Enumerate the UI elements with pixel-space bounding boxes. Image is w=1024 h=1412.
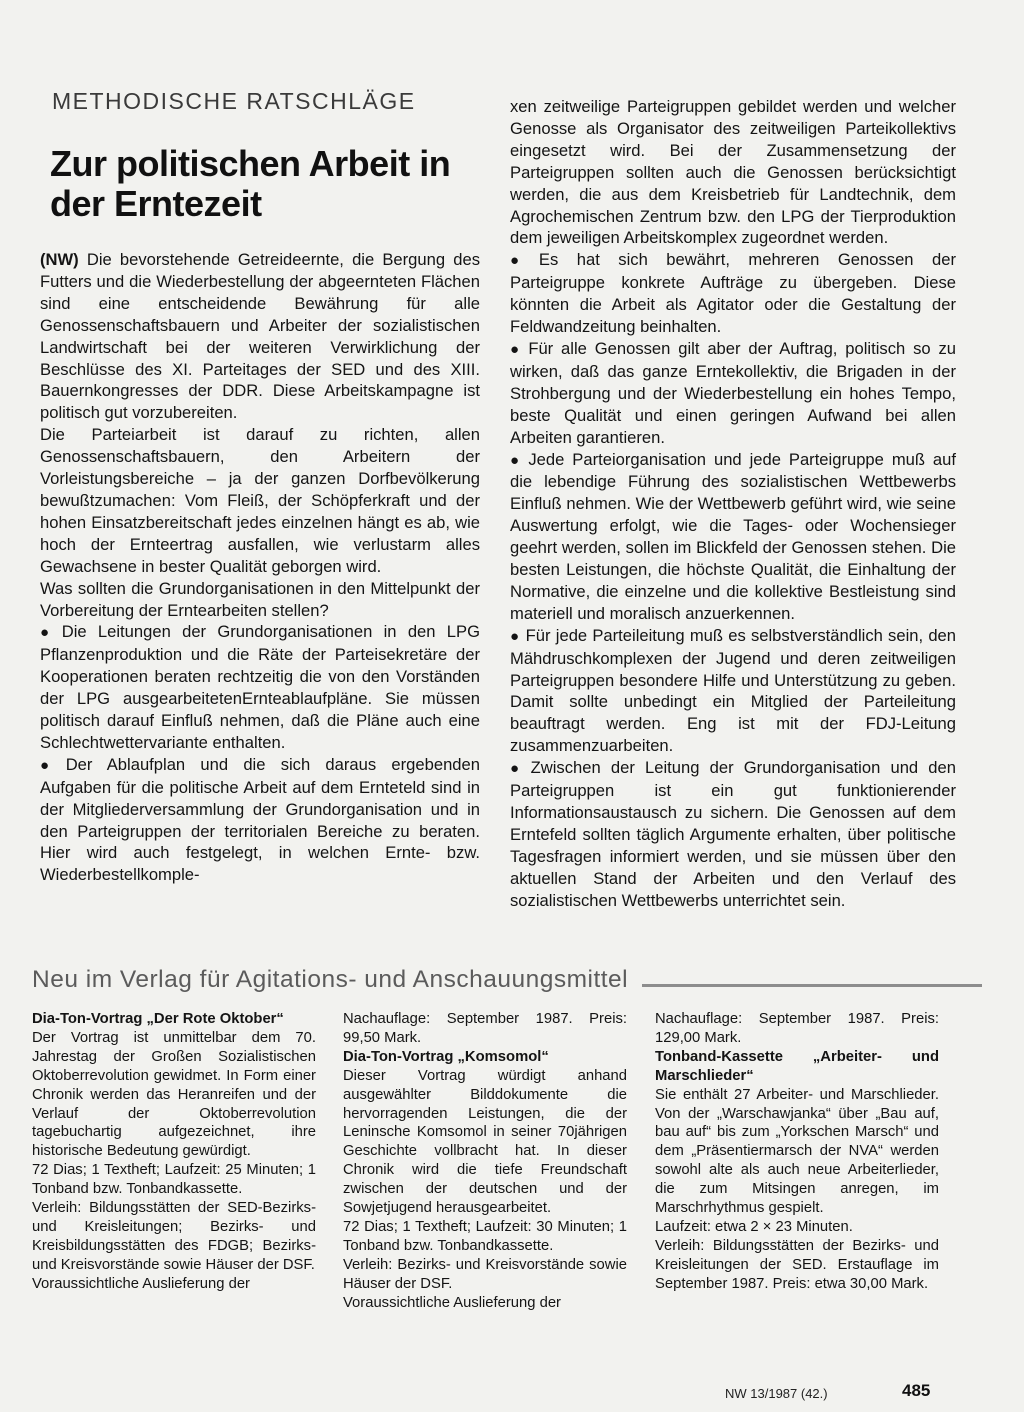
listing-2-title: Dia-Ton-Vortrag „Komsomol“ [343, 1048, 549, 1065]
intro-paragraph [40, 249, 480, 424]
intro-text: Die bevorstehende Getreideernte, die Bergung des Futters und die Wiederbestellung der abgeernteten Flächen sind eine entscheidende Bewährung für alle Genossenschaftsbauern und Arbeiter der sozialistischen Landwirtschaft bei der weiteren Verwirklichung der Beschlüsse des XI. Parteitages der SED und des XIII. Bauernkongresses der DDR. Diese Arbeitskampagne ist politisch gut vorzubereiten. [40, 250, 480, 423]
listing-2-text: Dieser Vortrag würdigt anhand ausgewählter Bilddokumente die hervorragenden Leistungen, die der Leninsche Komsomol in seiner 70jährigen Geschichte vollbracht hat. In dieser Chronik wird die tiefe Freundschaft zwischen der deutschen und der Sowjetjugend herausgearbeitet. [343, 1067, 627, 1217]
listing-1-title: Dia-Ton-Vortrag „Der Rote Oktober“ [32, 1011, 284, 1027]
paragraph-2: Die Parteiarbeit ist darauf zu richten, allen Genossenschaftsbauern, den Arbeitern der Vorleistungsbereiche – ja der ganzen Dorfbevölkerung bewußtzumachen: Vom Fleiß, der Schöpferkraft und der hohen Einsatzbereitschaft jedes einzelnen hängt es ab, wie hoch der Ernteertrag ausfallen, wie verlustarm alles Gewachsene in bester Qualität geborgen wird. [40, 425, 480, 576]
listing-2-specs: 72 Dias; 1 Textheft; Laufzeit: 30 Minuten; 1 Tonband bzw. Tonbandkassette. [343, 1218, 627, 1254]
bullet-2-continued: xen zeitweilige Parteigruppen gebildet werden und welcher Genosse als Organisator des zeitweiligen Parteikollektivs eingesetzt wird. Bei der Zusammensetzung der Parteigruppen sollten auch die Genossen berücksichtigt werden, die aus dem Kreisbetrieb für Landtechnik, dem Agrochemischen Zentrum bzw. den LPG der Tierproduktion dem jeweiligen Arbeitskomplex zugeordnet werden. [510, 97, 956, 248]
listing-column-3 [655, 1010, 939, 1294]
listing-1-verleih: Verleih: Bildungsstätten der SED-Bezirks- und Kreisleitungen; Bezirks- und Kreisbildungsstätten des FDGB; Bezirks- und Kreisvorstände sowie Häuser der DSF. [32, 1200, 316, 1273]
listing-3-runtime: Laufzeit: etwa 2 × 23 Minuten. [655, 1218, 853, 1235]
bullet-4: ● Für alle Genossen gilt aber der Auftrag, politisch so zu wirken, daß das ganze Erntekollektiv, die Brigaden in der Strohbergung und der Wiederbestellung ein hohes Tempo, beste Qualität und einen geringen Aufwand bei allen Arbeiten garantieren. [510, 338, 956, 449]
listing-3-text: Sie enthält 27 Arbeiter- und Marschlieder. Von der „Warschawjanka“ über „Bau auf, bau auf“ bis zum „Yorkschen Marsch“ und dem „Präsentiermarsch der NVA“ werden sowohl alte als auch neue Arbeiterlieder, die zum Mitsingen anregen, im Marschrhythmus gespielt. [655, 1086, 939, 1217]
paragraph-3: Was sollten die Grundorganisationen in den Mittelpunkt der Vorbereitung der Erntearbeiten stellen? [40, 578, 480, 620]
section-kicker: METHODISCHE RATSCHLÄGE [52, 88, 416, 114]
bullet-6: ● Für jede Parteileitung muß es selbstverständlich sein, den Mähdruschkomplexen der Jugend und deren zeitweiligen Parteigruppen besondere Hilfe und Unterstützung zu geben. Damit sollte unbedingt ein Mitglied der Parteileitung beauftragt werden. Eng ist mit der FDJ-Leitung zusammenzuarbeiten. [510, 625, 956, 757]
bullet-2-start: ● Der Ablaufplan und die sich daraus ergebenden Aufgaben für die politische Arbeit auf dem Ernteteld sind in der Mitgliederversammlung der Grundorganisation und in den Parteigruppen der territorialen Bereiche zu beraten. Hier wird auch festgelegt, in welchen Ernte- bzw. Wiederbestellkomple- [40, 754, 480, 886]
bullet-5: ● Jede Parteiorganisation und jede Parteigruppe muß auf die lebendige Führung des sozialistischen Wettbewerbs Einfluß nehmen. Wie der Wettbewerb geführt wird, wie seine Auswertung erfolgt, wie die Tages- oder Wochensieger geehrt werden, sollen im Blickfeld der Genossen stehen. Die besten Leistungen, die höchste Qualität, die Einhaltung der Normative, die einzelne und die kollektive Bestleistung sind materiell und moralisch anzuerkennen. [510, 449, 956, 625]
listing-column-1 [32, 1010, 316, 1294]
listing-3-verleih: Verleih: Bildungsstätten der Bezirks- und Kreisleitungen der SED. Erstauflage im September 1987. Preis: etwa 30,00 Mark. [655, 1237, 939, 1292]
page-number: 485 [902, 1381, 931, 1400]
banner-title: Neu im Verlag für Agitations- und Anschauungsmittel [32, 966, 629, 993]
listing-3-title: Tonband-Kassette „Arbeiter- und Marschlieder“ [655, 1048, 939, 1084]
listing-1-delivery: Voraussichtliche Auslieferung der [32, 1275, 250, 1292]
bullet-7: ● Zwischen der Leitung der Grundorganisation und den Parteigruppen ist ein gut funktionierender Informationsaustausch zu sichern. Die Genossen auf dem Erntefeld sollten täglich Argumente erhalten, über politische Tagesfragen informiert werden, und sie müssen über den aktuellen Stand der Arbeiten und den Verlauf des sozialistischen Wettbewerbs unterrichtet sein. [510, 757, 956, 911]
listing-1-reprint: Nachauflage: September 1987. Preis: 99,50 Mark. [343, 1011, 627, 1046]
banner-rule [642, 984, 982, 987]
listing-column-2 [343, 1010, 627, 1313]
article-column-left [40, 249, 480, 886]
article-column-right [510, 96, 956, 912]
bullet-1: ● Die Leitungen der Grundorganisationen in den LPG Pflanzenproduktion und die Räte der Parteisekretäre der Kooperationen beraten rechtzeitig die von den Vorständen der LPG ausgearbeitetenErnteablaufpläne. Sie müssen politisch darauf Einfluß nehmen, daß die Pläne auch eine Schlechtwettervariante enthalten. [40, 621, 480, 753]
intro-tag: (NW) [40, 250, 79, 269]
listing-2-delivery: Voraussichtliche Auslieferung der [343, 1294, 561, 1311]
listing-1-text: Der Vortrag ist unmittelbar dem 70. Jahrestag der Großen Sozialistischen Oktoberrevolution gewidmet. In Form einer Chronik werden das Heranreifen und der Verlauf der Oktoberrevolution tagebuchartig aufgezeichnet, ihre historische Bedeutung gewürdigt. [32, 1029, 316, 1160]
listing-2-reprint: Nachauflage: September 1987. Preis: 129,00 Mark. [655, 1011, 939, 1046]
article-title: Zur politischen Arbeit in der Erntezeit [50, 143, 451, 224]
listing-1-specs: 72 Dias; 1 Textheft; Laufzeit: 25 Minuten; 1 Tonband bzw. Tonbandkassette. [32, 1162, 316, 1198]
publisher-banner [32, 960, 982, 1000]
listing-2-verleih: Verleih: Bezirks- und Kreisvorstände sowie Häuser der DSF. [343, 1256, 627, 1292]
issue-number: NW 13/1987 (42.) [725, 1386, 828, 1401]
bullet-3: ● Es hat sich bewährt, mehreren Genossen der Parteigruppe konkrete Aufträge zu übergeben. Diese könnten die Arbeit als Agitator oder die Gestaltung der Feldwandzeitung beinhalten. [510, 249, 956, 338]
